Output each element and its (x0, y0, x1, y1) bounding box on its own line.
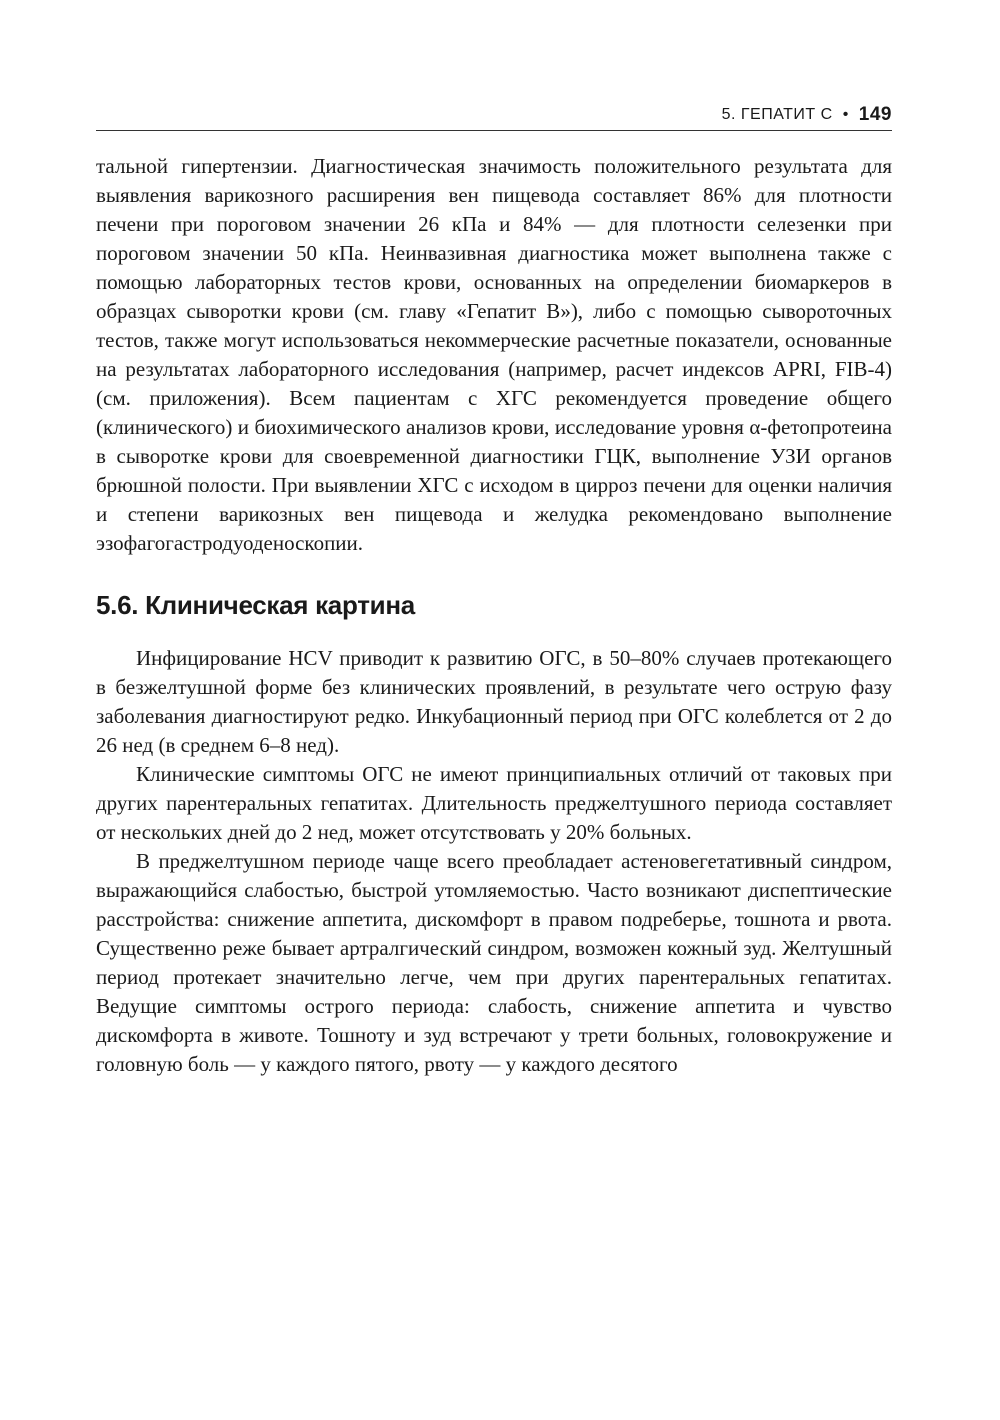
continued-paragraph: тальной гипертензии. Диагностическая значимость положительного результата для выявления варикозного расширения вен пищевода составляет 86% для плотности печени при пороговом значении 26 кПа и 84% — для плотности селезенки при пороговом значении 50 кПа. Неинвазивная диагностика может выполнена также с помощью лабораторных тестов крови, основанных на определении биомаркеров в образцах сыворотки крови (см. главу «Гепатит В»), либо с помощью сывороточных тестов, также могут использоваться некоммерческие расчетные показатели, основанные на результатах лабораторного исследования (например, расчет индексов APRI, FIB-4) (см. приложения). Всем пациентам с ХГС рекомендуется проведение общего (клинического) и биохимического анализов крови, исследование уровня α-фетопротеина в сыворотке крови для своевременной диагностики ГЦК, выполнение УЗИ органов брюшной полости. При выявлении ХГС с исходом в цирроз печени для оценки наличия и степени варикозных вен пищевода и желудка рекомендовано выполнение эзофагогастродуоденоскопии. (96, 154, 892, 555)
section-title: 5.6. Клиническая картина (96, 590, 415, 620)
running-header (96, 100, 892, 131)
running-title: 5. ГЕПАТИТ С (721, 106, 833, 123)
page-body (96, 152, 892, 1079)
header-bullet: • (842, 106, 849, 123)
page-number: 149 (858, 104, 892, 125)
paragraph-symptoms: Клинические симптомы ОГС не имеют принципиальных отличий от таковых при других парентеральных гепатитах. Длительность преджелтушного периода составляет от нескольких дней до 2 нед, может отсутствовать у 20% больных. (96, 762, 892, 844)
paragraph-incubation: Инфицирование HCV приводит к развитию ОГС, в 50–80% случаев протекающего в безжелтушной форме без клинических проявлений, в результате чего острую фазу заболевания диагностируют редко. Инкубационный период при ОГС колеблется от 2 до 26 нед (в среднем 6–8 нед). (96, 646, 892, 757)
paragraph-preicteric: В преджелтушном периоде чаще всего преобладает астеновегетативный синдром, выражающийся слабостью, быстрой утомляемостью. Часто возникают диспептические расстройства: снижение аппетита, дискомфорт в правом подреберье, тошнота и рвота. Существенно реже бывает артралгический синдром, возможен кожный зуд. Желтушный период протекает значительно легче, чем при других парентеральных гепатитах. Ведущие симптомы острого периода: слабость, снижение аппетита и чувство дискомфорта в животе. Тошноту и зуд встречают у трети больных, головокружение и головную боль — у каждого пятого, рвоту — у каждого десятого (96, 849, 892, 1076)
